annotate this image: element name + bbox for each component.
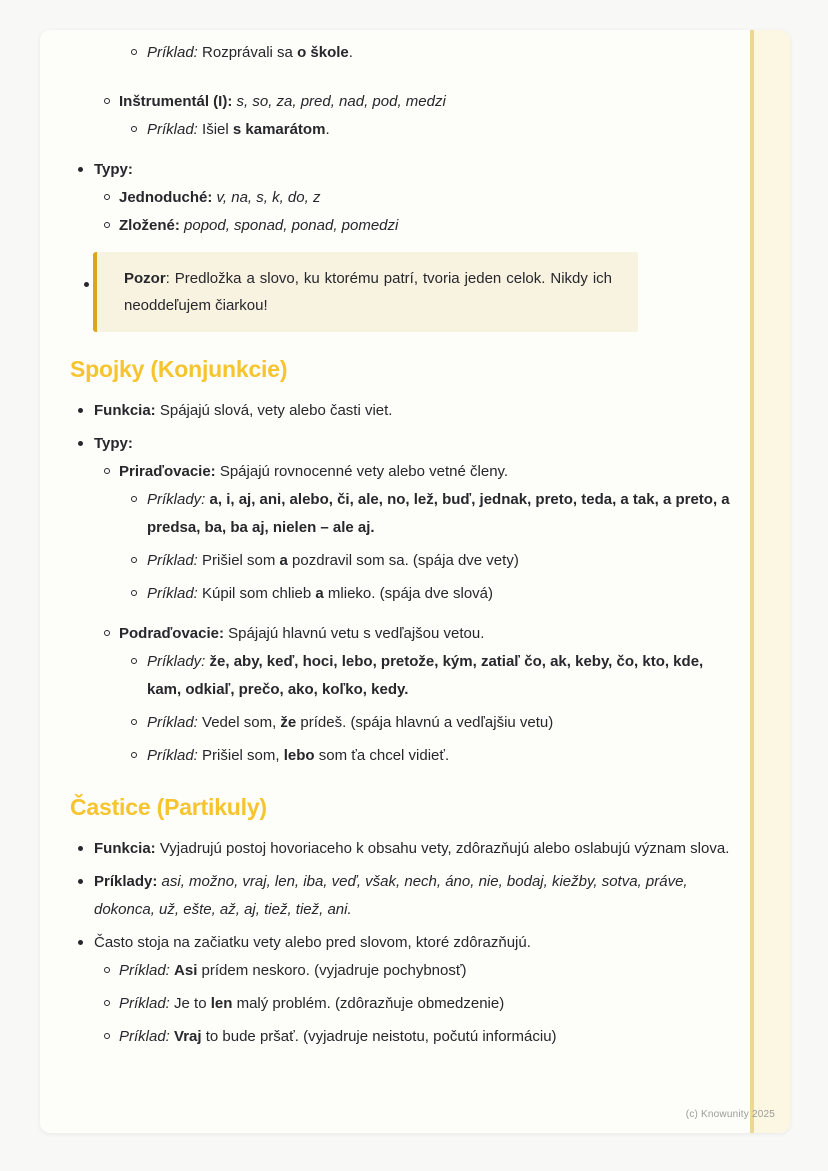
text-segment: Často stoja na začiatku vety alebo pred slovom, ktoré zdôrazňujú. bbox=[94, 934, 531, 951]
list-item bbox=[70, 709, 730, 737]
bullet-circle-icon bbox=[104, 1000, 110, 1006]
bullet-circle-icon bbox=[104, 194, 110, 200]
bullet-circle-icon bbox=[104, 222, 110, 228]
text-segment: lebo bbox=[283, 747, 315, 764]
list-item bbox=[70, 957, 730, 985]
list-item bbox=[70, 929, 730, 957]
item-text bbox=[147, 44, 353, 61]
bullet-circle-icon bbox=[131, 49, 137, 55]
list-item bbox=[70, 39, 730, 67]
bullet-circle-icon bbox=[131, 752, 137, 758]
item-text bbox=[147, 121, 330, 138]
list-item bbox=[70, 88, 730, 116]
item-text bbox=[94, 873, 688, 918]
text-segment: Typy: bbox=[94, 435, 133, 452]
item-text bbox=[119, 189, 320, 206]
list-item bbox=[70, 547, 730, 575]
list-item bbox=[70, 1023, 730, 1051]
bullet-circle-icon bbox=[104, 630, 110, 636]
item-text bbox=[94, 840, 729, 857]
text-segment: asi, možno, vraj, len, iba, veď, však, nech, áno, nie, bodaj, kiežby, sotva, práve, dokonca, už, ešte, až, aj, tiež, tiež, ani. bbox=[94, 873, 688, 918]
section-heading: Spojky (Konjunkcie) bbox=[70, 356, 288, 382]
text-segment: Príklad: bbox=[119, 962, 170, 979]
text-segment: a bbox=[279, 552, 288, 569]
list-item bbox=[70, 742, 730, 770]
text-segment: Príklad: bbox=[119, 995, 170, 1012]
text-segment: Prišiel som bbox=[197, 552, 280, 569]
item-text bbox=[147, 585, 493, 602]
text-segment: Funkcia: bbox=[94, 402, 156, 419]
text-segment: popod, sponad, ponad, pomedzi bbox=[179, 217, 399, 234]
text-segment: Príklad: bbox=[147, 552, 198, 569]
bullet-circle-icon bbox=[131, 557, 137, 563]
list-item bbox=[70, 580, 730, 608]
callout-list-item bbox=[70, 252, 730, 332]
item-text bbox=[119, 995, 504, 1012]
document-content bbox=[70, 39, 730, 1051]
item-text bbox=[119, 463, 508, 480]
list-item bbox=[70, 116, 730, 144]
text-segment: len bbox=[210, 995, 233, 1012]
document-page bbox=[40, 30, 790, 1133]
list-item bbox=[70, 212, 730, 240]
text-segment: Je to bbox=[169, 995, 211, 1012]
list-item bbox=[70, 397, 730, 425]
bullet-circle-icon bbox=[104, 468, 110, 474]
list-item bbox=[70, 184, 730, 212]
text-segment: Typy: bbox=[94, 161, 133, 178]
bullet-circle-icon bbox=[104, 98, 110, 104]
text-segment: Inštrumentál (I): bbox=[119, 93, 233, 110]
text-segment: a, i, aj, ani, alebo, či, ale, no, lež, buď, jednak, preto, teda, a tak, a preto, a predsa, ba, ba aj, nielen – ale aj. bbox=[147, 491, 730, 536]
bullet-circle-icon bbox=[131, 126, 137, 132]
item-text bbox=[119, 962, 466, 979]
text-segment: Spájajú hlavnú vetu s vedľajšou vetou. bbox=[224, 625, 485, 642]
section-heading: Častice (Partikuly) bbox=[70, 794, 267, 820]
list-item bbox=[70, 620, 730, 648]
text-segment: s kamarátom bbox=[232, 121, 326, 138]
text-segment: Išiel bbox=[197, 121, 233, 138]
text-segment: v, na, s, k, do, z bbox=[212, 189, 321, 206]
bullet-disc-icon bbox=[78, 940, 83, 945]
item-text bbox=[147, 552, 519, 569]
text-segment: Príklad: bbox=[147, 747, 198, 764]
text-segment: som ťa chcel vidieť. bbox=[314, 747, 450, 764]
text-segment: pozdravil som sa. (spája dve vety) bbox=[287, 552, 519, 569]
item-text bbox=[147, 653, 703, 698]
bullet-circle-icon bbox=[131, 590, 137, 596]
text-segment: Podraďovacie: bbox=[119, 625, 224, 642]
text-segment: Zložené: bbox=[119, 217, 180, 234]
text-segment: Príklad: bbox=[119, 1028, 170, 1045]
list-item bbox=[70, 458, 730, 486]
text-segment: s, so, za, pred, nad, pod, medzi bbox=[232, 93, 446, 110]
text-segment: malý problém. (zdôrazňuje obmedzenie) bbox=[232, 995, 505, 1012]
item-text bbox=[147, 747, 449, 764]
item-text bbox=[119, 93, 446, 110]
item-text bbox=[147, 714, 553, 731]
text-segment: že bbox=[280, 714, 297, 731]
bullet-disc-icon bbox=[78, 846, 83, 851]
text-segment: Asi bbox=[174, 962, 198, 979]
bullet-disc-icon bbox=[78, 167, 83, 172]
item-text bbox=[119, 217, 398, 234]
item-text bbox=[119, 625, 484, 642]
list-item bbox=[70, 648, 730, 704]
text-segment: Príklad: bbox=[147, 44, 198, 61]
warning-callout bbox=[93, 252, 638, 332]
text-segment: Prišiel som, bbox=[197, 747, 284, 764]
text-segment: že, aby, keď, hoci, lebo, pretože, kým, zatiaľ čo, ak, keby, čo, kto, kde, kam, odkiaľ, prečo, ako, koľko, kedy. bbox=[147, 653, 704, 698]
text-segment: . bbox=[348, 44, 353, 61]
bullet-circle-icon bbox=[104, 967, 110, 973]
copyright-footer: (c) Knowunity 2025 bbox=[685, 1109, 775, 1120]
bullet-disc-icon bbox=[78, 408, 83, 413]
text-segment: Vraj bbox=[174, 1028, 202, 1045]
text-segment: : Predložka a slovo, ku ktorému patrí, tvoria jeden celok. Nikdy ich neoddeľujem čiarkou! bbox=[124, 270, 612, 314]
list-item bbox=[70, 430, 730, 458]
list-item bbox=[70, 990, 730, 1018]
text-segment: to bude pršať. (vyjadruje neistotu, počutú informáciu) bbox=[201, 1028, 557, 1045]
text-segment: Rozprávali sa bbox=[197, 44, 298, 61]
text-segment: Funkcia: bbox=[94, 840, 156, 857]
text-segment: Spájajú slová, vety alebo časti viet. bbox=[155, 402, 393, 419]
page-edge-strip bbox=[750, 30, 790, 1133]
text-segment: prídem neskoro. (vyjadruje pochybnosť) bbox=[197, 962, 467, 979]
item-text bbox=[94, 934, 531, 951]
list-item bbox=[70, 486, 730, 542]
item-text bbox=[94, 161, 133, 178]
item-text bbox=[119, 1028, 557, 1045]
item-text bbox=[94, 402, 392, 419]
text-segment: mlieko. (spája dve slová) bbox=[323, 585, 493, 602]
bullet-disc-icon bbox=[78, 441, 83, 446]
text-segment: . bbox=[325, 121, 330, 138]
text-segment: Príklad: bbox=[147, 714, 198, 731]
bullet-disc-icon bbox=[78, 879, 83, 884]
text-segment: Príklady: bbox=[147, 653, 206, 670]
text-segment: Vyjadrujú postoj hovoriaceho k obsahu vety, zdôrazňujú alebo oslabujú význam slova. bbox=[155, 840, 730, 857]
text-segment: Pozor bbox=[124, 270, 166, 287]
text-segment: Príklad: bbox=[147, 121, 198, 138]
text-segment: Príklad: bbox=[147, 585, 198, 602]
text-segment: Priraďovacie: bbox=[119, 463, 216, 480]
text-segment: prídeš. (spája hlavnú a vedľajšiu vetu) bbox=[296, 714, 554, 731]
callout-text bbox=[124, 265, 612, 319]
list-item bbox=[70, 868, 730, 924]
bullet-disc-icon bbox=[84, 282, 89, 287]
bullet-circle-icon bbox=[131, 658, 137, 664]
item-text bbox=[147, 491, 730, 536]
text-segment: Jednoduché: bbox=[119, 189, 213, 206]
list-item bbox=[70, 835, 730, 863]
list-item bbox=[70, 156, 730, 184]
text-segment: o škole bbox=[297, 44, 349, 61]
text-segment: Kúpil som chlieb bbox=[197, 585, 316, 602]
bullet-circle-icon bbox=[104, 1033, 110, 1039]
bullet-circle-icon bbox=[131, 719, 137, 725]
text-segment: Príklady: bbox=[147, 491, 206, 508]
text-segment: a bbox=[315, 585, 324, 602]
text-segment: Spájajú rovnocenné vety alebo vetné členy. bbox=[215, 463, 509, 480]
text-segment: Vedel som, bbox=[197, 714, 281, 731]
bullet-circle-icon bbox=[131, 496, 137, 502]
text-segment: Príklady: bbox=[94, 873, 158, 890]
item-text bbox=[94, 435, 133, 452]
